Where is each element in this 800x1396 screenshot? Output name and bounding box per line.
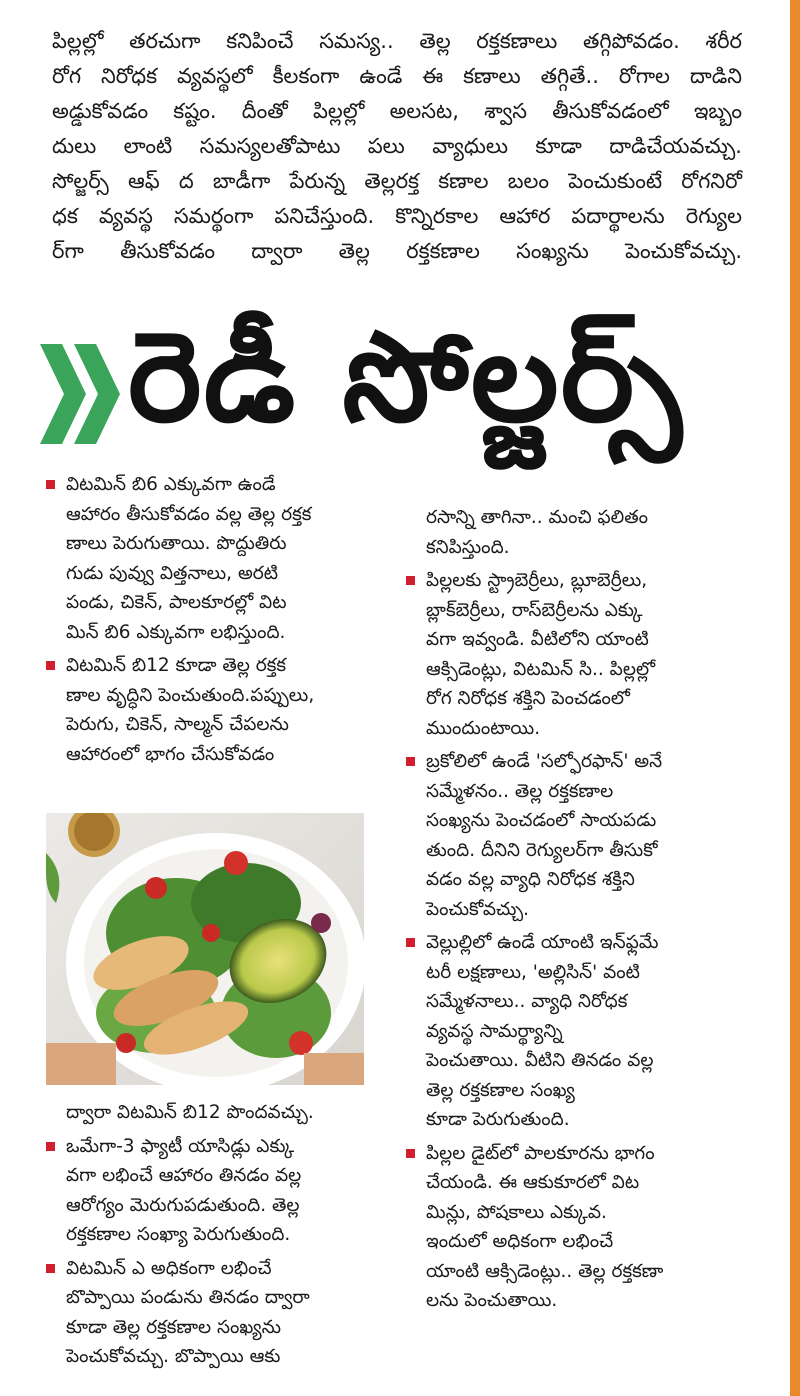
text-line: పెంచుతాయి. వీటిని తినడం వల్ల xyxy=(426,1050,654,1071)
text-line: ముందుంటాయి. xyxy=(426,717,541,739)
text-line: ఆహారం తీసుకోవడం వల్ల తెల్ల రక్తక xyxy=(66,503,312,525)
bullet-square-icon xyxy=(46,480,55,489)
bullet-square-icon xyxy=(46,1142,55,1151)
intro-line: పిల్లల్లో తరచుగా కనిపించే సమస్య.. తెల్ల రక్తకణాలు తగ్గిపోవడం. శరీర xyxy=(52,29,742,53)
bullet-item xyxy=(402,747,772,924)
text-line: మిన్లు, పోషకాలు ఎక్కువ. xyxy=(426,1201,607,1223)
text-line: లను పెంచుతాయి. xyxy=(426,1290,558,1311)
bullet-item xyxy=(42,1254,402,1372)
text-line: సంఖ్యను పెంచడంలో సాయపడు xyxy=(426,810,657,831)
bullet-item xyxy=(42,651,402,769)
text-line: వగా లభించే ఆహారం తినడం వల్ల xyxy=(66,1165,302,1186)
text-line: బ్లాక్‌బెర్రీలు, రాస్‌బెర్రీలను ఎక్కు xyxy=(426,599,643,621)
intro-line: అడ్డుకోవడం కష్టం. దీంతో పిల్లల్లో అలసట, శ్వాస తీసుకోవడంలో ఇబ్బం xyxy=(52,99,742,123)
bullet-item xyxy=(42,470,402,647)
bullet-square-icon xyxy=(46,1264,55,1273)
text-line: తెల్ల రక్తకణాల సంఖ్య xyxy=(426,1079,575,1101)
text-line: పిల్లలకు స్ట్రాబెర్రీలు, బ్లూబెర్రీలు, xyxy=(426,570,648,591)
bullet-square-icon xyxy=(406,757,415,766)
text-line: ఇందులో అధికంగా లభించే xyxy=(426,1231,614,1252)
intro-line: ర్‌గా తీసుకోవడం ద్వారా తెల్ల రక్తకణాల సంఖ్యను పెంచుకోవచ్చు. xyxy=(52,239,742,263)
text-line: టరీ లక్షణాలు, 'అల్లిసిన్' వంటి xyxy=(426,961,640,983)
text-line: సమ్మేళనం.. తెల్ల రక్తకణాల xyxy=(426,780,614,802)
text-line: ఆరోగ్యం మెరుగుపడుతుంది. తెల్ల xyxy=(66,1194,300,1216)
bullet-item xyxy=(42,1132,402,1250)
text-line: విటమిన్ బి6 ఎక్కువగా ఉండే xyxy=(66,474,276,495)
text-line: రసాన్ని తాగినా.. మంచి ఫలితం xyxy=(426,507,649,528)
text-line: ద్వారా విటమిన్ బి12 పొందవచ్చు. xyxy=(66,1102,314,1123)
text-line: పండు, చికెన్, పాలకూరల్లో విట xyxy=(66,592,287,613)
text-line: వడం వల్ల వ్యాధి నిరోధక శక్తిని xyxy=(426,869,635,890)
text-line: సమ్మేళనాలు.. వ్యాధి నిరోధక xyxy=(426,991,628,1012)
bullet-square-icon xyxy=(406,1149,415,1158)
text-line: రోగ నిరోధక శక్తిని పెంచడంలో xyxy=(426,688,630,709)
text-line: ఆక్సిడెంట్లు, విటమిన్ సి.. పిల్లల్లో xyxy=(426,658,655,680)
text-line: పెరుగు, చికెన్, సాల్మన్ చేపలను xyxy=(66,714,289,735)
text-line: విటమిన్ బి12 కూడా తెల్ల రక్తక xyxy=(66,655,287,676)
text-line: గుడు పువ్వు విత్తనాలు, అరటి xyxy=(66,562,279,584)
intro-paragraph xyxy=(52,24,742,269)
headline-block xyxy=(40,298,740,468)
text-line: ణాలు పెరుగుతాయి. పొద్దుతిరు xyxy=(66,533,287,554)
bullet-item xyxy=(402,1139,772,1316)
intro-line: రోగ నిరోధక వ్యవస్థలో కీలకంగా ఉండే ఈ కణాలు తగ్గితే.. రోగాల దాడిని xyxy=(52,64,742,88)
intro-line: సోల్జర్స్ ఆఫ్ ద బాడీగా పేరున్న తెల్లరక్త కణాల బలం పెంచుకుంటే రోగనిరో xyxy=(52,169,742,193)
text-line: వెల్లుల్లిలో ఉండే యాంటి ఇన్‌ఫ్లమే xyxy=(426,932,659,953)
text-line: బ్రకోలిలో ఉండే 'సల్ఫోరఫాన్' అనే xyxy=(426,751,663,772)
bullet-square-icon xyxy=(406,938,415,947)
text-line: చేయండి. ఈ ఆకుకూరలో విట xyxy=(426,1172,640,1193)
intro-line: ధక వ్యవస్థ సమర్థంగా పనిచేస్తుంది. కొన్నిరకాల ఆహార పదార్థాలను రెగ్యుల xyxy=(52,204,742,228)
bullet-item xyxy=(402,566,772,743)
accent-side-bar xyxy=(790,0,800,1396)
text-line: కనిపిస్తుంది. xyxy=(426,536,510,558)
text-line: బొప్పాయి పండును తినడం ద్వారా xyxy=(66,1287,310,1308)
salad-bowl-photo xyxy=(46,813,364,1085)
right-column xyxy=(402,503,772,1320)
text-line: వ్యవస్థ సామర్థ్యాన్ని xyxy=(426,1020,563,1042)
continued-text xyxy=(42,1098,402,1128)
text-line: వగా ఇవ్వండి. వీటిలోని యాంటి xyxy=(426,629,649,650)
text-line: ఒమేగా-3 ఫ్యాటీ యాసిడ్లు ఎక్కు xyxy=(66,1135,295,1157)
text-line: ణాల వృద్ధిని పెంచుతుంది.పప్పులు, xyxy=(66,684,315,706)
text-line: మిన్ బి6 ఎక్కువగా లభిస్తుంది. xyxy=(66,621,286,643)
left-column-top xyxy=(42,470,402,773)
continued-text xyxy=(402,503,772,562)
double-chevron-icon xyxy=(40,344,122,444)
text-line: ఆహారంలో భాగం చేసుకోవడం xyxy=(66,743,275,765)
text-line: తుంది. దీనిని రెగ్యులర్‌గా తీసుకో xyxy=(426,839,658,861)
text-line: పిల్లల డైట్‌లో పాలకూరను భాగం xyxy=(426,1142,655,1164)
text-line: విటమిన్ ఎ అధికంగా లభించే xyxy=(66,1257,272,1279)
headline-title: రెడీ సోల్జర్స్ xyxy=(128,306,685,450)
intro-line: దులు లాంటి సమస్యలతోపాటు పలు వ్యాధులు కూడా దాడిచేయవచ్చు. xyxy=(52,134,742,158)
bullet-square-icon xyxy=(46,661,55,670)
text-line: కూడా పెరుగుతుంది. xyxy=(426,1109,570,1130)
left-column-bottom xyxy=(42,1098,402,1376)
text-line: రక్తకణాల సంఖ్యా పెరుగుతుంది. xyxy=(66,1224,291,1245)
text-line: యాంటి ఆక్సిడెంట్లు.. తెల్ల రక్తకణా xyxy=(426,1260,664,1282)
bullet-item xyxy=(402,928,772,1135)
text-line: పెంచుకోవచ్చు. బొప్పాయి ఆకు xyxy=(66,1346,281,1367)
bullet-square-icon xyxy=(406,576,415,585)
text-line: పెంచుకోవచ్చు. xyxy=(426,898,530,920)
text-line: కూడా తెల్ల రక్తకణాల సంఖ్యను xyxy=(66,1316,281,1338)
